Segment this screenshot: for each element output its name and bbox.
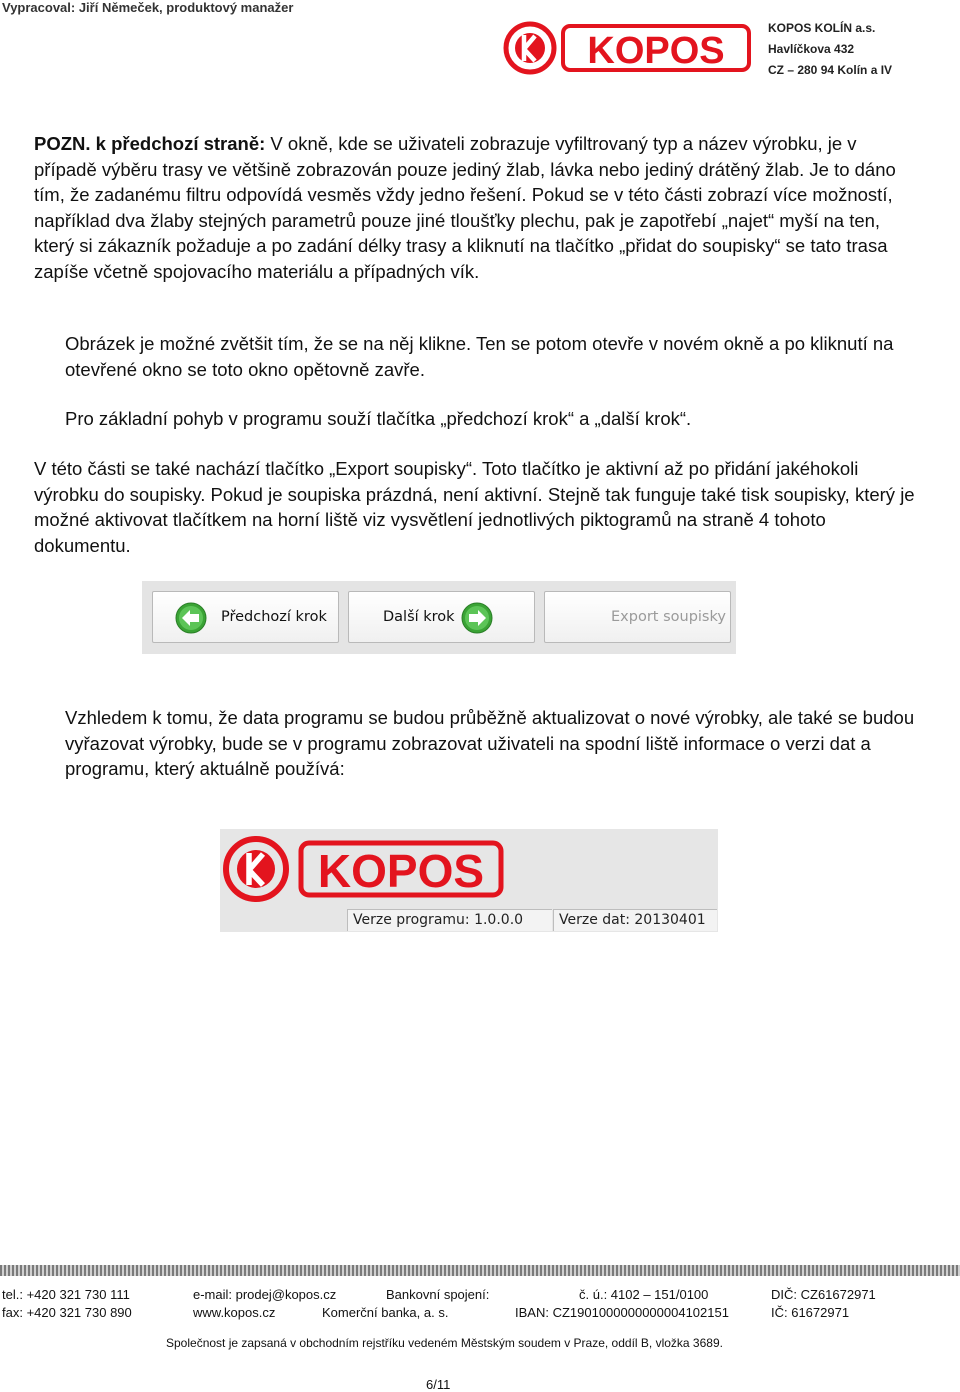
paragraph-note [34,131,924,284]
paragraph-version [34,705,955,782]
footer-fax: fax: +420 321 730 890 [2,1305,132,1320]
footer-registry: Společnost je zapsaná v obchodním rejstříku vedeném Městským soudem v Praze, oddíl B, vložka 3689. [166,1336,723,1350]
footer-tel: tel.: +420 321 730 111 [2,1287,130,1302]
paragraph-zoom-text: Obrázek je možné zvětšit tím, že se na něj klikne. Ten se potom otevře v novém okně a po kliknutí na otevřené okno se toto okno opětovně zavře. [65,333,894,380]
next-step-label: Další krok [383,609,455,625]
paragraph-version-text: Vzhledem k tomu, že data programu se budou průběžně aktualizovat o nové výrobky, ale také se budou vyřazovat výrobky, bude se v programu zobrazovat uživateli na spodní liště informace o verzi dat a programu, který aktuálně používá: [65,707,915,779]
program-version-label: Verze programu: 1.0.0.0 [347,909,552,931]
note-text: V okně, kde se uživateli zobrazuje vyfiltrovaný typ a název výrobku, je v případě výběru trasy ve většině zobrazován pouze jediný žlab, lávka nebo jediný drátěný žlab. Je to dáno tím, že zadanému filtru odpovídá vesměs vždy jedno řešení. Pokud se v této části zobrazí více možností, například dva žlaby stejných parametrů pouze jiné tloušťky plechu, pak je zapotřebí „najet“ myší na ten, který si zákazník požaduje a po zadání délky trasy a kliknutí na tlačítko „přidat do soupisky“ se tato trasa zapíše včetně spojovacího materiálu a případných vík. [34,133,896,282]
navigation-buttons-screenshot [142,581,736,654]
note-heading: POZN. k předchozí straně: [34,133,266,154]
kopos-logo [503,20,753,76]
footer-iban: IBAN: CZ1901000000000004102151 [515,1305,729,1320]
export-list-button[interactable] [544,591,731,643]
company-city: CZ – 280 94 Kolín a IV [768,63,893,77]
footer-bank-label: Bankovní spojení: [386,1287,490,1302]
paragraph-navigation [34,406,955,432]
footer-bank-name: Komerční banka, a. s. [322,1305,449,1320]
paragraph-export [34,456,924,558]
logo-text-large: KOPOS [317,845,485,897]
footer-dic: DIČ: CZ61672971 [771,1287,876,1302]
paragraph-export-text: V této části se také nachází tlačítko „Export soupisky“. Toto tlačítko je aktivní až po přidání jakéhokoli výrobku do soupisky. Pokud je soupiska prázdná, není aktivní. Stejně tak funguje také tisk soupisky, který je možné aktivovat tlačítkem na horní liště viz vysvětlení jednotlivých piktogramů na straně 4 tohoto dokumentu. [34,458,915,556]
version-bar-screenshot [220,829,718,932]
page-number: 6/11 [426,1377,451,1392]
prev-step-button[interactable] [152,591,339,643]
company-street: Havlíčkova 432 [768,42,855,56]
paragraph-zoom [34,331,955,382]
arrow-right-icon [461,602,493,634]
document-author: Vypracoval: Jiří Němeček, produktový manažer [2,0,294,15]
export-list-label: Export soupisky [611,609,726,625]
company-address [768,18,892,81]
footer-ic: IČ: 61672971 [771,1305,850,1320]
footer-email[interactable]: e-mail: prodej@kopos.cz [193,1287,337,1302]
footer-web[interactable]: www.kopos.cz [193,1305,276,1320]
footer-account: č. ú.: 4102 – 151/0100 [579,1287,709,1302]
logo-text: KOPOS [587,30,725,72]
data-version-label: Verze dat: 20130401 [553,909,717,931]
company-name: KOPOS KOLÍN a.s. [768,21,876,35]
next-step-button[interactable] [348,591,535,643]
footer-divider [0,1265,960,1276]
arrow-left-icon [175,602,207,634]
kopos-logo-large [223,835,713,903]
prev-step-label: Předchozí krok [221,609,327,625]
paragraph-navigation-text: Pro základní pohyb v programu souží tlačítka „předchozí krok“ a „další krok“. [65,408,692,429]
